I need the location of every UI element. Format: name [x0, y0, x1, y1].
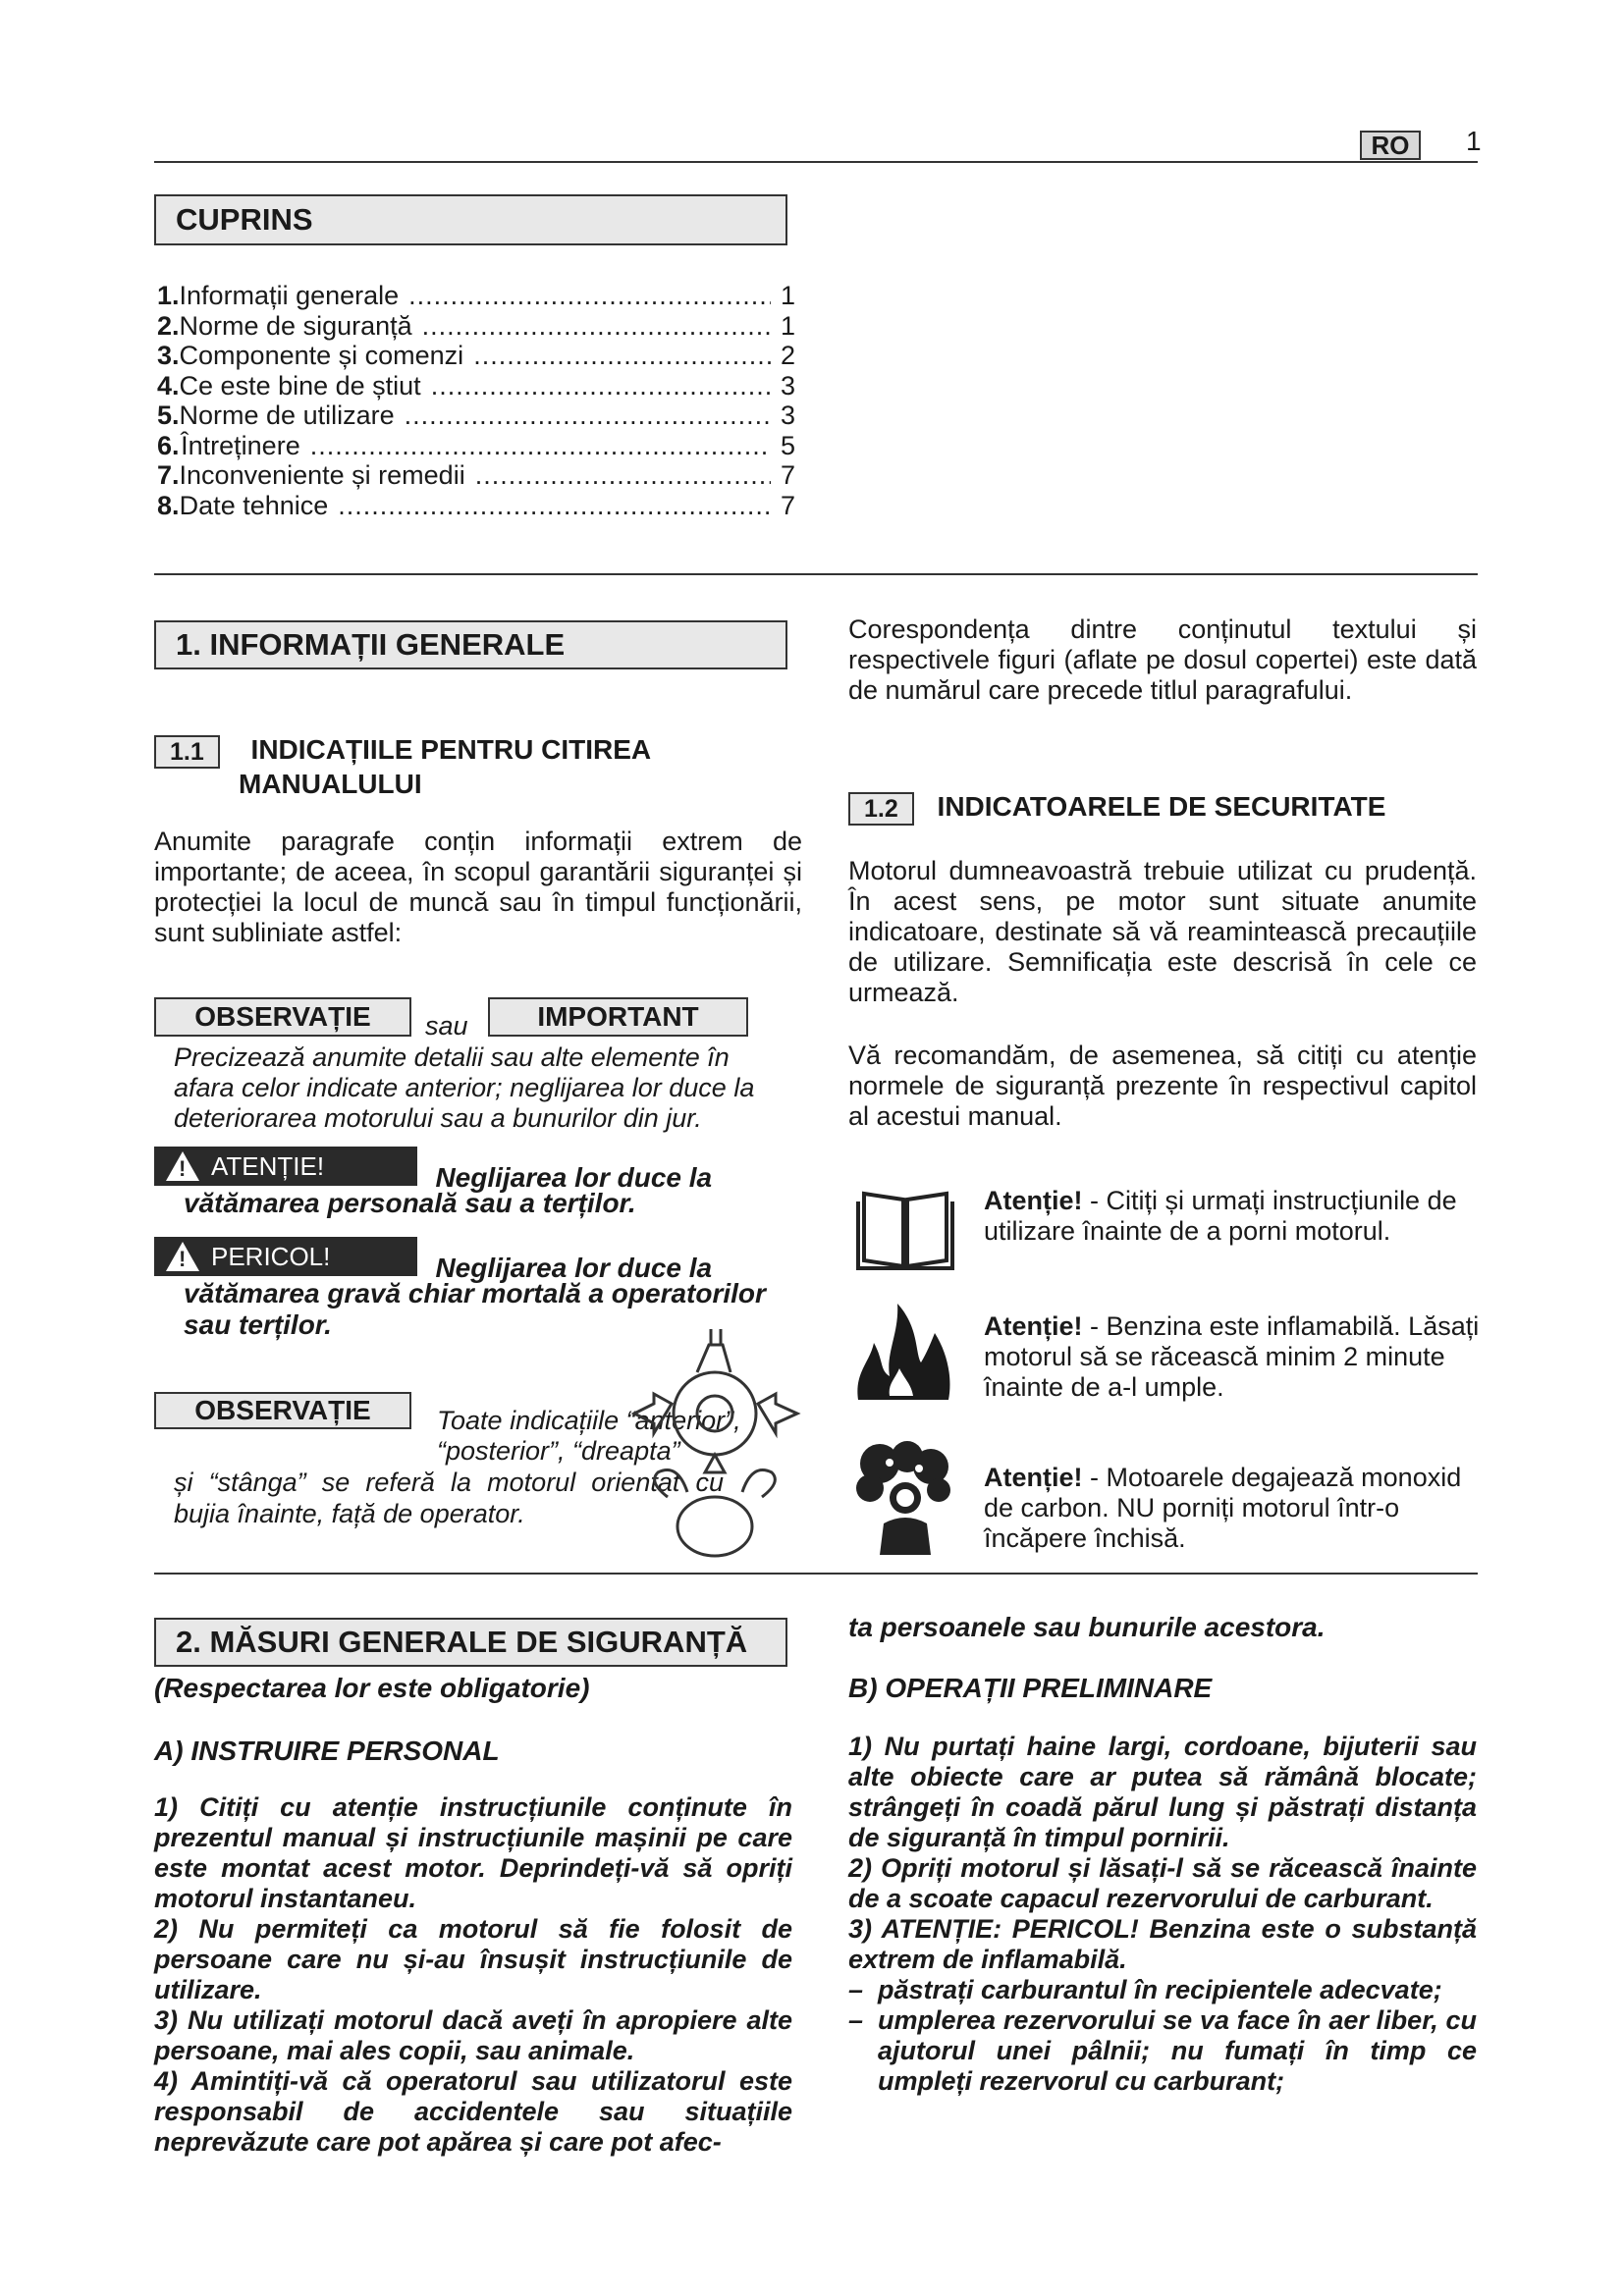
toc-item[interactable]: 8. Date tehnice ..... 7 — [157, 491, 795, 521]
section-number-badge: 1.1 — [154, 735, 220, 769]
observatie-label-2: OBSERVAȚIE — [154, 1392, 411, 1429]
section-1-1-intro: Anumite paragrafe conțin informații extrem de importante; de aceea, în scopul garantării siguranței și protecției la locul de muncă sau în timpul funcționării, sunt subliniate astfel: — [154, 827, 802, 947]
engine-orientation-diagram — [628, 1325, 805, 1561]
fumes-icon — [850, 1439, 958, 1557]
toc-item[interactable]: 1. Informații generale ..... 1 — [157, 281, 795, 311]
observatie-label: OBSERVAȚIE — [154, 997, 411, 1037]
header-rule — [154, 161, 1478, 163]
important-label: IMPORTANT — [488, 997, 748, 1037]
toc-item[interactable]: 3. Componente și comenzi ..... 2 — [157, 341, 795, 371]
section-2-b-list — [848, 1732, 1477, 2097]
sign-1-text: Atenție! - Citiți și urmați instrucțiunile de utilizare înainte de a porni motorul. — [984, 1186, 1457, 1246]
pericol-block: ! PERICOL! Neglijarea lor duce la vătămarea gravă chiar mortală a operatorilor sau terților. — [154, 1237, 807, 1341]
list-item: 3) Nu utilizați motorul dacă aveți în apropiere alte persoane, mai ales copii, sau animale. — [154, 2005, 792, 2065]
divider — [154, 1573, 1478, 1575]
section-1-1-heading: 1.1 INDICAȚIILE PENTRU CITIREA MANUALULUI — [154, 734, 792, 800]
section-1-title: 1. INFORMAȚII GENERALE — [154, 620, 787, 669]
section-2-a-title: A) INSTRUIRE PERSONAL — [154, 1735, 500, 1766]
dash-list-item: – păstrați carburantul în recipientele adecvate; — [848, 1975, 1442, 2004]
flame-icon — [850, 1294, 958, 1402]
section-2-b-title: B) OPERAȚII PRELIMINARE — [848, 1673, 1213, 1703]
section-1-2-para2: Vă recomandăm, de asemenea, să citiți cu atenție normele de siguranță prezente în respectivul capitol al acestui manual. — [848, 1041, 1477, 1131]
lang-code: RO — [1371, 130, 1410, 160]
sign-2-text: Atenție! - Benzina este inflamabilă. Lăsați motorul să se răcească minim 2 minute înainte de a-l umple. — [984, 1311, 1480, 1402]
figure-correspondence-text: Corespondența dintre conținutul textului și respectivele figuri (aflate pe dosul copertei) este dată de numărul care precede titlul paragrafului. — [848, 614, 1477, 705]
page-number: 1 — [1466, 126, 1482, 156]
list-item: 1) Nu purtați haine largi, cordoane, bijuterii sau alte obiecte care ar putea să rămână blocate; strângeți în coadă părul lung și păstrați distanța de siguranță în timpul pornirii. — [848, 1732, 1477, 1852]
section-2-continuation: ta persoanele sau bunurile acestora. — [848, 1612, 1326, 1642]
list-item: 2) Nu permiteți ca motorul să fie folosit de persoane care nu și-au însușit instrucțiunile de utilizare. — [154, 1914, 792, 2004]
toc-item[interactable]: 5. Norme de utilizare ..... 3 — [157, 400, 795, 431]
section-1-2-para1: Motorul dumneavoastră trebuie utilizat cu prudență. În acest sens, pe motor sunt situate anumite indicatoare, destinate să vă reamintească precauțiile de utilizare. Semnificația este descrisă în cele ce urmează. — [848, 856, 1477, 1007]
dash-list-item: – umplerea rezervorului se va face în aer liber, cu ajutorul unei pâlnii; nu fumați în timp ce umpleți rezervorul cu carburant; — [848, 2005, 1477, 2096]
list-item: 1) Citiți cu atenție instrucțiunile conținute în prezentul manual și instrucțiunile mașinii pe care este montat acest motor. Deprindeți-vă să opriți motorul instantaneu. — [154, 1792, 792, 1913]
section-2-subtitle: (Respectarea lor este obligatorie) — [154, 1673, 590, 1703]
toc-item[interactable]: 7. Inconveniente și remedii ..... 7 — [157, 460, 795, 491]
atentie-block: ! ATENȚIE! Neglijarea lor duce la vătămarea personală sau a terților. — [154, 1147, 802, 1219]
list-item: 4) Amintiți-vă că operatorul sau utilizatorul este responsabil de accidentele sau situațiile neprevăzute care pot apărea și care pot afec- — [154, 2066, 792, 2157]
pericol-bar: ! PERICOL! — [154, 1237, 417, 1276]
warning-triangle-icon — [166, 1151, 199, 1181]
observatie-2-line2: și “stânga” se referă la motorul orientat cu bujia înainte, față de operator. — [174, 1468, 724, 1528]
toc-list — [157, 281, 795, 520]
section-2-a-list — [154, 1792, 792, 2158]
list-item: 2) Opriți motorul și lăsați-l să se răcească înainte de a scoate capacul rezervorului de carburant. — [848, 1853, 1477, 1913]
sign-3-text: Atenție! - Motoarele degajează monoxid de carbon. NU porniți motorul într-o încăpere închisă. — [984, 1463, 1462, 1553]
observatie-2-line1: Toate indicațiile “anterior”, “posterior”, “dreapta” — [437, 1406, 741, 1466]
sau-text: sau — [425, 1011, 468, 1041]
section-2-title: 2. MĂSURI GENERALE DE SIGURANȚĂ — [154, 1618, 787, 1667]
warning-triangle-icon — [166, 1242, 199, 1271]
lang-badge — [1360, 131, 1421, 160]
divider — [154, 573, 1478, 575]
toc-item[interactable]: 2. Norme de siguranță ..... 1 — [157, 311, 795, 342]
observatie-text: Precizează anumite detalii sau alte elemente în afara celor indicate anterior; neglijarea lor duce la deteriorarea motorului sau a bunurilor din jur. — [174, 1042, 755, 1133]
toc-item[interactable]: 6. Întreținere ..... 5 — [157, 431, 795, 461]
book-icon — [856, 1182, 954, 1270]
toc-item[interactable]: 4. Ce este bine de știut ..... 3 — [157, 371, 795, 401]
atentie-bar: ! ATENȚIE! — [154, 1147, 417, 1186]
toc-title: CUPRINS — [154, 194, 787, 245]
section-number-badge: 1.2 — [848, 792, 914, 826]
section-1-2-heading: 1.2 INDICATOARELE DE SECURITATE — [848, 791, 1385, 826]
list-item: 3) ATENȚIE: PERICOL! Benzina este o substanță extrem de inflamabilă. — [848, 1914, 1477, 1974]
